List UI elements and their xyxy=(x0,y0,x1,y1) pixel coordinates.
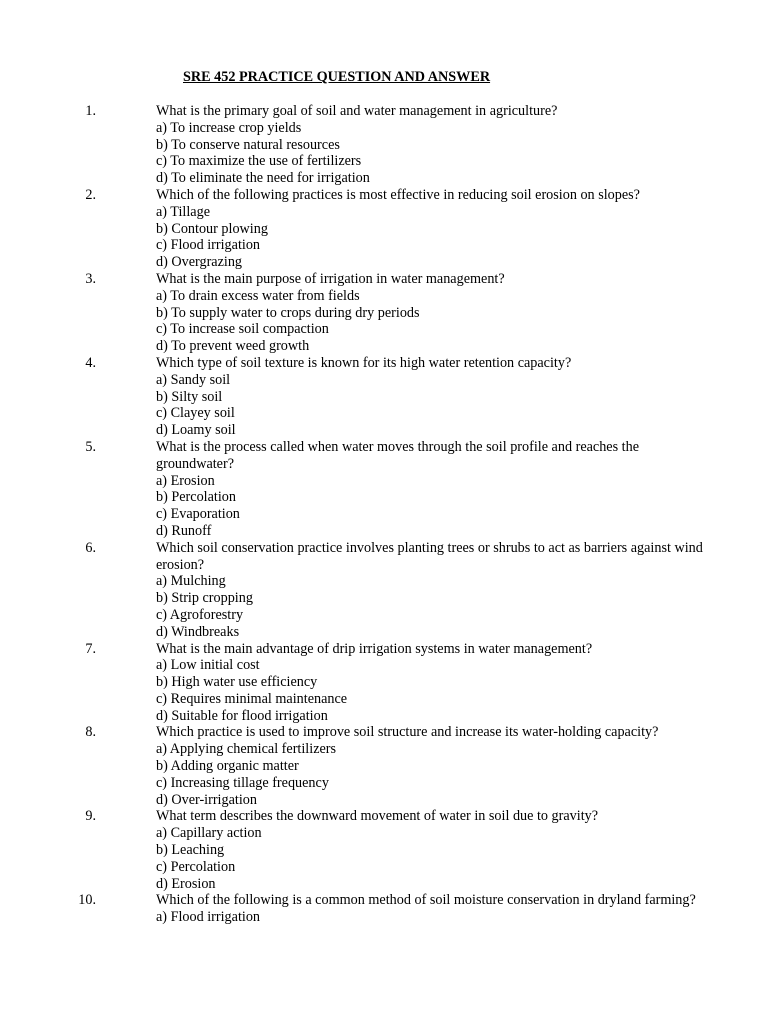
question-number: 6. xyxy=(85,539,96,556)
question-item xyxy=(0,355,716,439)
question-item xyxy=(0,892,716,926)
question-text: Which of the following is a common method of soil moisture conservation in dryland farming? xyxy=(156,892,696,909)
document-title: SRE 452 PRACTICE QUESTION AND ANSWER xyxy=(183,69,491,85)
question-number: 3. xyxy=(85,270,96,287)
answer-option: c) Flood irrigation xyxy=(156,237,261,254)
question-item xyxy=(0,641,716,725)
answer-option: c) Increasing tillage frequency xyxy=(156,774,329,791)
answer-option: c) Agroforestry xyxy=(156,606,244,623)
answer-option: d) To eliminate the need for irrigation xyxy=(156,170,370,187)
answer-option: d) Over-irrigation xyxy=(156,791,257,808)
answer-option: b) Adding organic matter xyxy=(156,758,299,775)
question-text: Which soil conservation practice involves planting trees or shrubs to act as barriers against wind erosion? xyxy=(156,539,703,573)
answer-option: b) Leaching xyxy=(156,842,225,859)
answer-option: a) Capillary action xyxy=(156,825,262,842)
question-item xyxy=(0,540,716,641)
answer-option: b) High water use efficiency xyxy=(156,674,318,691)
question-text: Which type of soil texture is known for its high water retention capacity? xyxy=(156,354,572,371)
question-number: 8. xyxy=(85,724,96,741)
question-number: 10. xyxy=(78,892,96,909)
answer-option: c) To increase soil compaction xyxy=(156,321,329,338)
answer-option: a) To increase crop yields xyxy=(156,119,302,136)
answer-option: c) Percolation xyxy=(156,858,236,875)
answer-option: d) Windbreaks xyxy=(156,623,240,640)
question-item xyxy=(0,103,716,187)
answer-option: d) Suitable for flood irrigation xyxy=(156,707,328,724)
answer-option: d) Overgrazing xyxy=(156,254,243,271)
question-number: 2. xyxy=(85,186,96,203)
answer-option: b) Percolation xyxy=(156,489,236,506)
question-number: 4. xyxy=(85,354,96,371)
answer-option: b) Strip cropping xyxy=(156,590,253,607)
answer-option: c) To maximize the use of fertilizers xyxy=(156,153,362,170)
answer-option: a) Erosion xyxy=(156,472,215,489)
answer-option: a) Mulching xyxy=(156,573,226,590)
answer-option: a) Flood irrigation xyxy=(156,909,261,926)
question-list xyxy=(0,103,768,926)
question-item xyxy=(0,187,716,271)
answer-option: a) Sandy soil xyxy=(156,371,231,388)
answer-option: b) Silty soil xyxy=(156,388,223,405)
question-text: Which practice is used to improve soil structure and increase its water-holding capacity? xyxy=(156,724,659,741)
question-text: What is the main advantage of drip irrigation systems in water management? xyxy=(156,640,593,657)
question-item xyxy=(0,808,716,892)
answer-option: a) Tillage xyxy=(156,203,210,220)
answer-option: d) Runoff xyxy=(156,522,212,539)
question-item xyxy=(0,271,716,355)
question-text: Which of the following practices is most effective in reducing soil erosion on slopes? xyxy=(156,186,640,203)
answer-option: c) Evaporation xyxy=(156,506,240,523)
question-text: What term describes the downward movement of water in soil due to gravity? xyxy=(156,808,599,825)
question-text: What is the process called when water moves through the soil profile and reaches the groundwater? xyxy=(156,438,639,472)
question-text: What is the main purpose of irrigation in water management? xyxy=(156,270,505,287)
answer-option: b) To conserve natural resources xyxy=(156,136,340,153)
answer-option: d) Loamy soil xyxy=(156,422,236,439)
question-item xyxy=(0,724,716,808)
question-text: What is the primary goal of soil and water management in agriculture? xyxy=(156,103,558,119)
question-number: 7. xyxy=(85,640,96,657)
question-number: 9. xyxy=(85,808,96,825)
answer-option: d) To prevent weed growth xyxy=(156,338,310,355)
question-number: 1. xyxy=(85,103,96,119)
answer-option: c) Clayey soil xyxy=(156,405,235,422)
question-number: 5. xyxy=(85,438,96,455)
answer-option: a) Low initial cost xyxy=(156,657,260,674)
question-item xyxy=(0,439,716,540)
answer-option: a) To drain excess water from fields xyxy=(156,287,360,304)
answer-option: b) To supply water to crops during dry periods xyxy=(156,304,420,321)
answer-option: c) Requires minimal maintenance xyxy=(156,690,348,707)
answer-option: a) Applying chemical fertilizers xyxy=(156,741,337,758)
answer-option: b) Contour plowing xyxy=(156,220,268,237)
answer-option: d) Erosion xyxy=(156,875,216,892)
